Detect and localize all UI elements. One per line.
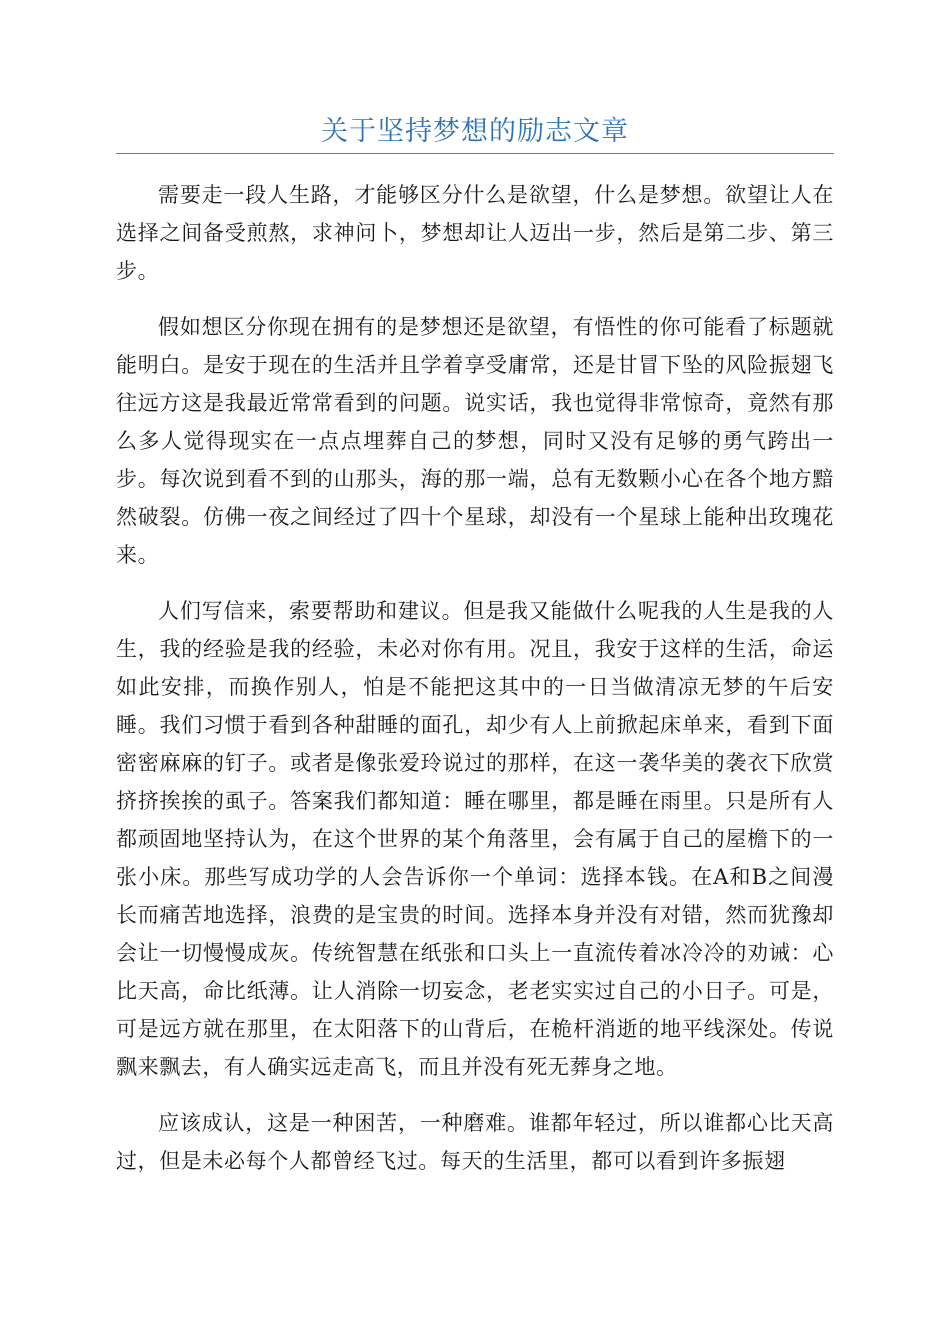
- paragraph-3: 人们写信来，索要帮助和建议。但是我又能做什么呢我的人生是我的人生，我的经验是我的经验，未必对你有用。况且，我安于这样的生活，命运如此安排，而换作别人，怕是不能把这其中的一日当做清凉无梦的午后安睡。我们习惯于看到各种甜睡的面孔，却少有人上前掀起床单来，看到下面密密麻麻的钉子。或者是像张爱玲说过的那样，在这一袭华美的袭衣下欣赏挤挤挨挨的虱子。答案我们都知道：睡在哪里，都是睡在雨里。只是所有人都顽固地坚持认为，在这个世界的某个角落里，会有属于自己的屋檐下的一张小床。那些写成功学的人会告诉你一个单词：选择本钱。在A和B之间漫长而痛苦地选择，浪费的是宝贵的时间。选择本身并没有对错，然而犹豫却会让一切慢慢成灰。传统智慧在纸张和口头上一直流传着冰冷冷的劝诫：心比天高，命比纸薄。让人消除一切妄念，老老实实过自己的小日子。可是，可是远方就在那里，在太阳落下的山背后，在桅杆消逝的地平线深处。传说飘来飘去，有人确实远走高飞，而且并没有死无葬身之地。: [116, 599, 834, 1079]
- document-title: 关于坚持梦想的励志文章: [321, 116, 629, 147]
- paragraph-2: 假如想区分你现在拥有的是梦想还是欲望，有悟性的你可能看了标题就能明白。是安于现在的生活并且学着享受庸常，还是甘冒下坠的风险振翅飞往远方这是我最近常常看到的问题。说实话，我也觉得非常惊奇，竟然有那么多人觉得现实在一点点埋葬自己的梦想，同时又没有足够的勇气跨出一步。每次说到看不到的山那头，海的那一端，总有无数颗小心在各个地方黯然破裂。仿佛一夜之间经过了四十个星球，却没有一个星球上能种出玫瑰花来。: [116, 315, 834, 567]
- paragraph-1: 需要走一段人生路，才能够区分什么是欲望，什么是梦想。欲望让人在选择之间备受煎熬，求神问卜，梦想却让人迈出一步，然后是第二步、第三步。: [116, 183, 834, 283]
- document-body: [116, 176, 834, 1198]
- title-underline: [116, 153, 834, 154]
- paragraph-4: 应该成认，这是一种困苦，一种磨难。谁都年轻过，所以谁都心比天高过，但是未必每个人都曾经飞过。每天的生活里，都可以看到许多振翅: [116, 1111, 834, 1173]
